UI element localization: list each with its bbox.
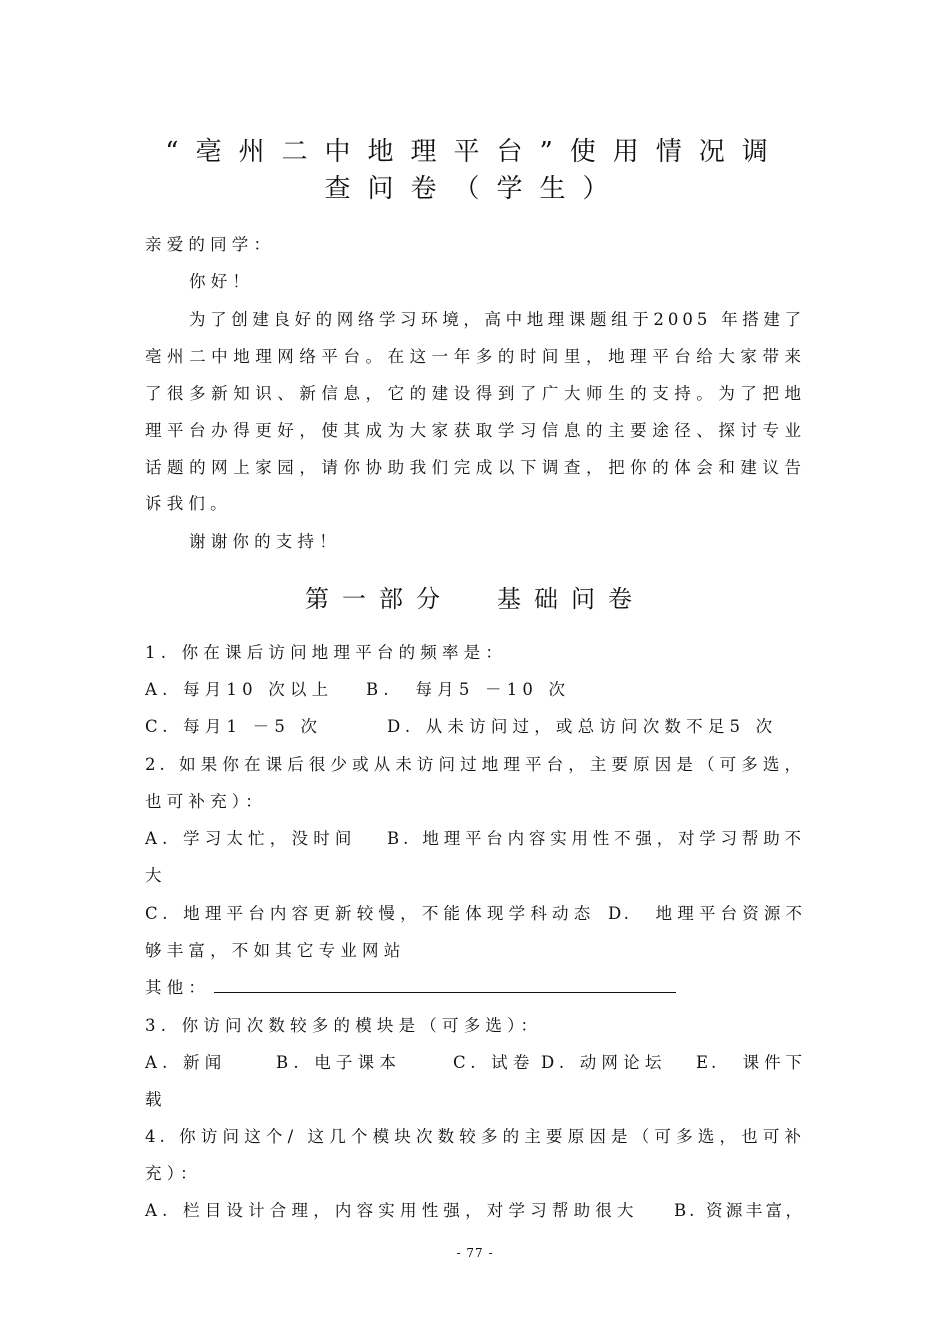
section-heading [145, 584, 805, 614]
q2-option-b[interactable]: B. 地理平台内容实用性不强，对学习帮助不 [387, 829, 805, 848]
q2-option-d-cont: 够丰富，不如其它专业网站 [145, 941, 406, 960]
q3-option-d[interactable]: D. 动网论坛 [541, 1053, 667, 1072]
question-4-line-1: 4. 你访问这个/ 这几个模块次数较多的主要原因是（可多选，也可补 [145, 1127, 805, 1146]
intro-line-5: 话题的网上家园，请你协助我们完成以下调查，把你的体会和建议告 [145, 458, 805, 477]
question-3: 3. 你访问次数较多的模块是（可多选）： [145, 1016, 543, 1035]
q2-other-input[interactable] [214, 976, 676, 993]
q1-option-a[interactable]: A. 每月10 次以上 [145, 680, 334, 699]
page-title-line-2: 查问卷（学生） [324, 174, 626, 204]
q2-option-b-cont: 大 [145, 866, 167, 885]
q2-other [145, 976, 676, 1000]
section-part: 第一部分 [305, 585, 453, 613]
intro-line-3: 了很多新知识、新信息，它的建设得到了广大师生的支持。为了把地 [145, 384, 805, 403]
q2-other-label: 其他： [145, 978, 211, 997]
question-2-line-2: 也可补充）： [145, 792, 267, 811]
question-4-line-2: 充）： [145, 1164, 202, 1183]
q2-option-a[interactable]: A. 学习太忙，没时间 [145, 829, 357, 848]
intro-line-6: 诉我们。 [145, 494, 232, 513]
q1-option-b[interactable]: B. 每月5 －10 次 [366, 680, 571, 699]
q3-option-a[interactable]: A. 新闻 [145, 1053, 227, 1072]
greeting: 亲爱的同学： [145, 235, 276, 254]
question-2-line-1: 2. 如果你在课后很少或从未访问过地理平台，主要原因是（可多选， [145, 755, 805, 774]
q4-option-b[interactable]: B. 资源丰富， [674, 1201, 805, 1220]
intro-line-4: 理平台办得更好，使其成为大家获取学习信息的主要途径、探讨专业 [145, 421, 805, 440]
q3-option-e[interactable]: E. 课件下 [696, 1053, 805, 1072]
intro-line-2: 亳州二中地理网络平台。在这一年多的时间里，地理平台给大家带来 [145, 347, 805, 366]
q1-option-d[interactable]: D. 从未访问过，或总访问次数不足5 次 [387, 717, 778, 736]
page-number: - 77 - [456, 1246, 494, 1260]
q3-option-b[interactable]: B. 电子课本 [276, 1053, 402, 1072]
intro-line-1: 为了创建良好的网络学习环境，高中地理课题组于2005 年搭建了 [189, 310, 805, 329]
q2-option-d[interactable]: D. 地理平台资源不 [608, 904, 805, 923]
q1-option-c[interactable]: C. 每月1 －5 次 [145, 717, 323, 736]
q2-option-c[interactable]: C. 地理平台内容更新较慢，不能体现学科动态 [145, 904, 596, 923]
page-title-line-1: “亳州二中地理平台”使用情况调 [165, 137, 785, 167]
thanks: 谢谢你的支持！ [189, 532, 341, 551]
section-name: 基础问卷 [497, 585, 645, 613]
question-1: 1. 你在课后访问地理平台的频率是： [145, 643, 508, 662]
q4-option-a[interactable]: A. 栏目设计合理，内容实用性强，对学习帮助很大 [145, 1201, 639, 1220]
q3-option-e-cont: 载 [145, 1090, 167, 1109]
q3-option-c[interactable]: C. 试卷 [453, 1053, 535, 1072]
hello: 你好！ [189, 272, 255, 291]
